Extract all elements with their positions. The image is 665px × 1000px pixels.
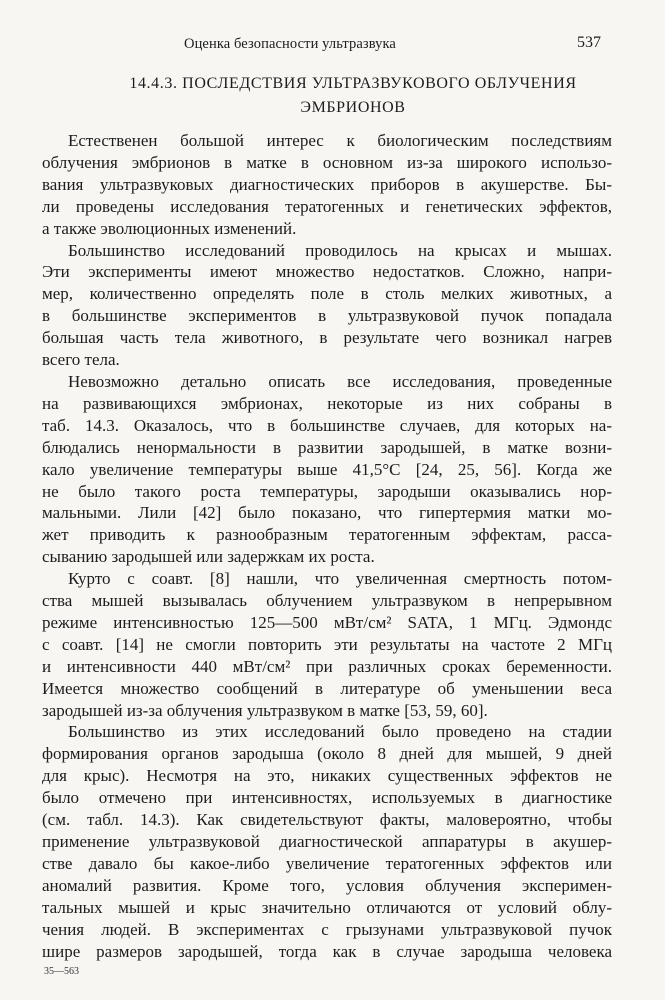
text-line: а также эволюционных изменений. <box>42 218 297 238</box>
paragraph <box>42 130 612 240</box>
text-line: вания ультразвуковых диагностических приборов в акушерстве. Бы- <box>42 174 612 194</box>
section-title-line-1: 14.4.3. ПОСЛЕДСТВИЯ УЛЬТРАЗВУКОВОГО ОБЛУЧЕНИЯ <box>129 75 577 92</box>
text-line: Эти эксперименты имеют множество недостатков. Сложно, напри- <box>42 262 612 282</box>
text-line: мальными. Лили [42] было показано, что гипертермия матки мо- <box>42 503 612 523</box>
paragraph <box>42 568 612 721</box>
text-line: Большинство из этих исследований было проведено на стадии <box>68 722 612 742</box>
text-line: жет приводить к разнообразным тератогенным эффектам, расса- <box>42 525 612 545</box>
paragraph <box>42 240 612 371</box>
text-line: зародышей из-за облучения ультразвуком в матке [53, 59, 60]. <box>42 700 488 720</box>
text-line: облучения эмбрионов в матке в основном из-за широкого использо- <box>42 152 612 172</box>
text-line: шире размеров зародышей, тогда как в случае зародыша человека <box>42 941 612 961</box>
text-line: с соавт. [14] не смогли повторить эти результаты на частоте 2 МГц <box>42 634 612 654</box>
text-line: мер, количественно определять поле в столь мелких животных, а <box>42 284 612 304</box>
text-line: Естественен большой интерес к биологическим последствиям <box>68 131 612 150</box>
text-line: в большинстве экспериментов в ультразвуковой пучок попадала <box>42 306 612 326</box>
text-line: для крыс). Несмотря на это, никаких существенных эффектов не <box>42 766 612 786</box>
text-line: формирования органов зародыша (около 8 дней для мышей, 9 дней <box>42 744 612 764</box>
text-line: и интенсивности 440 мВт/см² при различных сроках беременности. <box>42 656 612 676</box>
text-line: большая часть тела животного, в результате чего возникал нагрев <box>42 328 612 348</box>
text-line: таб. 14.3. Оказалось, что в большинстве случаев, для которых на- <box>42 415 612 435</box>
text-line: аномалий развития. Кроме того, условия облучения эксперимен- <box>42 875 612 895</box>
text-line: блюдались ненормальности в развитии зародышей, в матке возни- <box>42 437 612 457</box>
text-line: не было такого роста температуры, зародыши оказывались нор- <box>42 481 612 501</box>
text-line: всего тела. <box>42 350 120 370</box>
text-line: Имеется множество сообщений в литературе об уменьшении веса <box>42 678 612 698</box>
text-line: режиме интенсивностью 125—500 мВт/см² SATA, 1 МГц. Эдмондс <box>42 612 612 632</box>
section-title <box>40 72 665 120</box>
text-line: было отмечено при интенсивностях, используемых в диагностике <box>42 788 612 808</box>
text-line: ли проведены исследования тератогенных и генетических эффектов, <box>42 196 612 216</box>
running-head: Оценка безопасности ультразвука <box>184 36 396 52</box>
body-text <box>42 130 612 962</box>
text-line: Большинство исследований проводилось на крысах и мышах. <box>68 240 612 260</box>
paragraph <box>42 371 612 568</box>
text-line: (см. табл. 14.3). Как свидетельствуют факты, маловероятно, чтобы <box>42 810 612 830</box>
printer-signature-mark: 35—563 <box>44 966 79 977</box>
text-line: чения людей. В экспериментах с грызунами ультразвуковой пучок <box>42 919 612 939</box>
text-line: на развивающихся эмбрионах, некоторые из них собраны в <box>42 393 612 413</box>
text-line: сыванию зародышей или задержкам их роста. <box>42 547 375 567</box>
text-line: Курто с соавт. [8] нашли, что увеличенная смертность потом- <box>68 569 612 589</box>
text-line: стве давало бы какое-либо увеличение тератогенных эффектов или <box>42 853 612 873</box>
paragraph <box>42 721 612 962</box>
section-title-line-2: ЭМБРИОНОВ <box>300 99 406 116</box>
text-line: применение ультразвуковой диагностической аппаратуры в акушер- <box>42 832 612 851</box>
text-line: тальных мышей и крыс значительно отличаются от условий облу- <box>42 897 612 917</box>
text-line: кало увеличение температуры выше 41,5°С [24, 25, 56]. Когда же <box>42 459 612 479</box>
text-line: Невозможно детально описать все исследования, проведенные <box>68 371 612 391</box>
page-number: 537 <box>577 34 601 51</box>
text-line: ства мышей вызывалась облучением ультразвуком в непрерывном <box>42 591 612 611</box>
